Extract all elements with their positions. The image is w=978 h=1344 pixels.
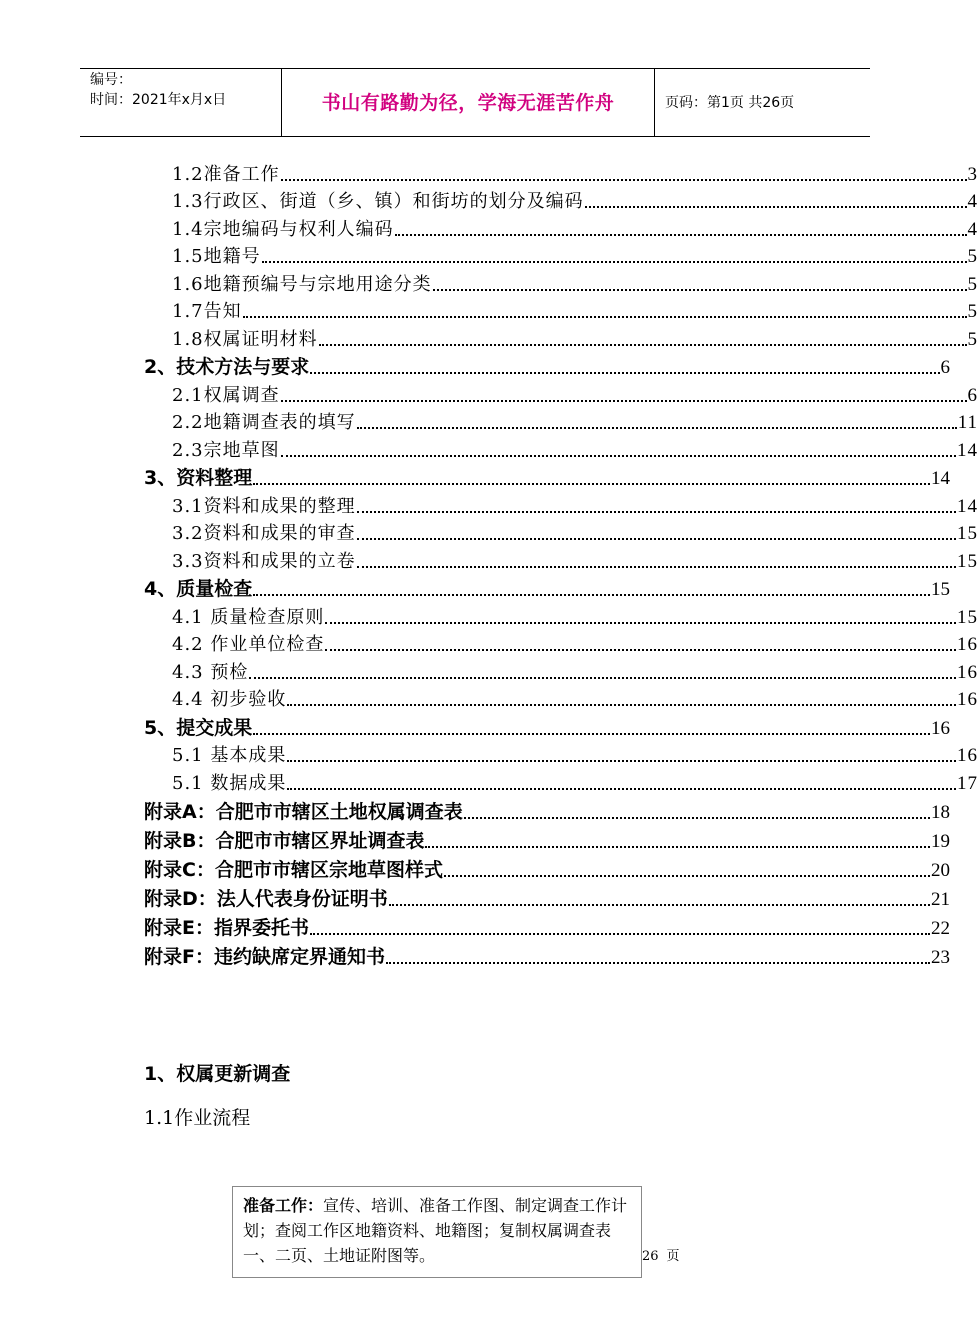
toc-leader-dots bbox=[287, 788, 956, 790]
toc-entry-label: 4.2 作业单位检查 bbox=[172, 634, 325, 655]
toc-entry[interactable] bbox=[0, 740, 978, 768]
toc-entry-page: 16 bbox=[931, 717, 950, 739]
toc-entry-label: 1.3行政区、街道（乡、镇）和街坊的划分及编码 bbox=[172, 191, 584, 212]
header-meta bbox=[90, 70, 226, 110]
toc-entry-page: 5 bbox=[967, 273, 978, 295]
toc-entry-label: 4.4 初步验收 bbox=[172, 689, 287, 710]
toc-entry-label: 附录D：法人代表身份证明书 bbox=[144, 887, 388, 910]
toc-entry[interactable] bbox=[0, 767, 978, 795]
toc-entry[interactable] bbox=[0, 490, 978, 518]
toc-entry[interactable] bbox=[0, 158, 978, 186]
toc-entry[interactable] bbox=[0, 296, 978, 324]
toc-entry-page: 15 bbox=[957, 606, 978, 628]
toc-entry-page: 20 bbox=[931, 859, 950, 881]
toc-entry[interactable] bbox=[0, 629, 978, 657]
toc-leader-dots bbox=[249, 677, 956, 679]
toc-entry[interactable] bbox=[0, 213, 978, 241]
toc-entry-page: 5 bbox=[967, 301, 978, 322]
toc-entry-page: 16 bbox=[957, 689, 978, 710]
toc-entry-label: 3.3资料和成果的立卷 bbox=[172, 550, 356, 572]
toc-entry-label: 1.5地籍号 bbox=[172, 246, 261, 267]
toc-entry-page: 16 bbox=[957, 745, 978, 766]
footer-page-suffix: 页 bbox=[666, 1249, 680, 1264]
toc-entry-label: 4、质量检查 bbox=[144, 578, 253, 600]
toc-entry-label: 1.2准备工作 bbox=[172, 163, 280, 185]
toc-entry-label: 附录C：合肥市市辖区宗地草图样式 bbox=[144, 858, 443, 881]
section-heading: 1、权属更新调查 bbox=[144, 1063, 291, 1085]
toc-entry[interactable] bbox=[0, 711, 950, 740]
toc-entry-label: 1.7告知 bbox=[172, 301, 242, 322]
toc-entry-page: 23 bbox=[931, 946, 950, 968]
toc-leader-dots bbox=[464, 817, 930, 819]
toc-leader-dots bbox=[425, 846, 930, 848]
toc-entry[interactable] bbox=[0, 407, 978, 435]
toc-entry-page: 6 bbox=[940, 357, 950, 378]
footer-page-num: 26 bbox=[642, 1249, 659, 1264]
toc-entry[interactable] bbox=[0, 351, 950, 380]
toc-leader-dots bbox=[287, 760, 956, 762]
toc-leader-dots bbox=[325, 649, 956, 651]
toc-leader-dots bbox=[386, 962, 930, 964]
toc-leader-dots bbox=[253, 483, 930, 485]
toc-entry-label: 1.4宗地编码与权利人编码 bbox=[172, 218, 394, 240]
toc-leader-dots bbox=[262, 261, 967, 263]
toc-entry-page: 22 bbox=[931, 917, 950, 939]
toc-entry-label: 3、资料整理 bbox=[144, 467, 253, 489]
toc-leader-dots bbox=[243, 316, 967, 318]
toc-entry-page: 6 bbox=[967, 384, 978, 406]
toc-leader-dots bbox=[357, 566, 956, 568]
toc-leader-dots bbox=[253, 594, 930, 596]
toc-leader-dots bbox=[433, 289, 967, 291]
toc-leader-dots bbox=[281, 455, 956, 457]
header-top-rule bbox=[80, 68, 870, 69]
toc-leader-dots bbox=[325, 622, 956, 624]
toc-entry-page: 16 bbox=[957, 661, 978, 683]
toc-entry-page: 17 bbox=[957, 772, 978, 794]
toc-leader-dots bbox=[310, 933, 930, 935]
toc-entry[interactable] bbox=[0, 379, 978, 407]
toc-leader-dots bbox=[444, 875, 930, 877]
toc-entry-page: 15 bbox=[957, 550, 978, 572]
toc-entry-page: 14 bbox=[957, 439, 978, 461]
toc-entry-page: 5 bbox=[967, 328, 978, 350]
toc-entry-page: 11 bbox=[957, 412, 978, 433]
toc-entry[interactable] bbox=[0, 911, 950, 940]
toc-leader-dots bbox=[389, 904, 930, 906]
toc-entry[interactable] bbox=[0, 684, 978, 712]
toc-entry-label: 4.1 质量检查原则 bbox=[172, 606, 325, 628]
toc-leader-dots bbox=[319, 344, 967, 346]
toc-leader-dots bbox=[253, 733, 930, 735]
toc-entry-label: 附录F：违约缺席定界通知书 bbox=[144, 945, 385, 968]
toc-entry[interactable] bbox=[0, 268, 978, 296]
header-motto: 书山有路勤为径，学海无涯苦作舟 bbox=[321, 92, 615, 114]
toc-entry-label: 5.1 基本成果 bbox=[172, 745, 287, 766]
toc-entry-label: 1.6地籍预编号与宗地用途分类 bbox=[172, 273, 432, 295]
toc-leader-dots bbox=[287, 704, 956, 706]
toc-entry-label: 5.1 数据成果 bbox=[172, 772, 287, 794]
header-bottom-rule bbox=[80, 136, 870, 137]
toc-leader-dots bbox=[281, 179, 967, 181]
toc-entry-label: 2.3宗地草图 bbox=[172, 439, 280, 461]
toc-entry-page: 15 bbox=[931, 579, 950, 600]
toc-entry-page: 4 bbox=[967, 218, 978, 240]
toc-entry-label: 附录A：合肥市市辖区土地权属调查表 bbox=[144, 800, 463, 823]
toc-entry-page: 15 bbox=[957, 523, 978, 544]
toc-entry-label: 1.8权属证明材料 bbox=[172, 328, 318, 350]
toc-entry-label: 附录E：指界委托书 bbox=[144, 916, 309, 939]
subsection-heading: 1.1作业流程 bbox=[144, 1107, 251, 1129]
header-time-label: 时间：2021年x月x日 bbox=[90, 92, 227, 108]
toc-leader-dots bbox=[357, 538, 956, 540]
toc-entry[interactable] bbox=[0, 323, 978, 351]
flow-step-title: 准备工作： bbox=[243, 1196, 324, 1215]
toc-leader-dots bbox=[310, 372, 939, 374]
toc-entry[interactable] bbox=[0, 462, 950, 491]
toc-entry[interactable] bbox=[0, 241, 978, 269]
toc-leader-dots bbox=[395, 234, 967, 236]
toc-entry-label: 5、提交成果 bbox=[144, 716, 253, 739]
toc-entry-page: 18 bbox=[931, 801, 950, 823]
toc-entry-page: 5 bbox=[967, 246, 978, 267]
toc-entry-label: 附录B：合肥市市辖区界址调查表 bbox=[144, 829, 425, 852]
flow-step-text: 宣传、培训、准备工作图、制定调查工作计划；查阅工作区地籍资料、地籍图；复制权属调查表一、二页、土地证附图等。 bbox=[243, 1196, 628, 1265]
toc-entry-label: 4.3 预检 bbox=[172, 661, 249, 683]
toc-entry-label: 2.2地籍调查表的填写 bbox=[172, 412, 356, 433]
toc-entry[interactable] bbox=[0, 186, 978, 214]
toc-leader-dots bbox=[585, 206, 967, 208]
toc-entry-page: 14 bbox=[957, 495, 978, 517]
toc-entry[interactable] bbox=[0, 434, 978, 462]
toc-entry-label: 2.1权属调查 bbox=[172, 384, 280, 406]
toc-entry[interactable] bbox=[0, 518, 978, 546]
toc-entry-label: 3.1资料和成果的整理 bbox=[172, 495, 356, 517]
table-of-contents bbox=[0, 158, 978, 969]
toc-entry[interactable] bbox=[0, 601, 978, 629]
toc-leader-dots bbox=[357, 427, 957, 429]
toc-entry[interactable] bbox=[0, 795, 950, 824]
header-page-info: 页码：第1页 共26页 bbox=[665, 95, 795, 111]
toc-leader-dots bbox=[281, 400, 967, 402]
toc-entry[interactable] bbox=[0, 882, 950, 911]
toc-entry-label: 3.2资料和成果的审查 bbox=[172, 523, 356, 544]
flow-step-box bbox=[232, 1186, 642, 1278]
toc-entry-page: 21 bbox=[931, 888, 950, 910]
toc-entry[interactable] bbox=[0, 853, 950, 882]
toc-entry[interactable] bbox=[0, 824, 950, 853]
header-id-label: 编号： bbox=[90, 72, 132, 88]
toc-entry-label: 2、技术方法与要求 bbox=[144, 356, 310, 378]
toc-entry-page: 14 bbox=[931, 468, 950, 489]
toc-entry[interactable] bbox=[0, 545, 978, 573]
toc-entry[interactable] bbox=[0, 573, 950, 602]
header-divider-right bbox=[654, 68, 655, 136]
footer-page-number bbox=[642, 1248, 680, 1266]
toc-leader-dots bbox=[357, 511, 956, 513]
toc-entry-page: 16 bbox=[957, 634, 978, 655]
toc-entry-page: 19 bbox=[931, 830, 950, 852]
toc-entry[interactable] bbox=[0, 656, 978, 684]
toc-entry-page: 3 bbox=[967, 163, 978, 185]
toc-entry[interactable] bbox=[0, 940, 950, 969]
toc-entry-page: 4 bbox=[967, 191, 978, 212]
